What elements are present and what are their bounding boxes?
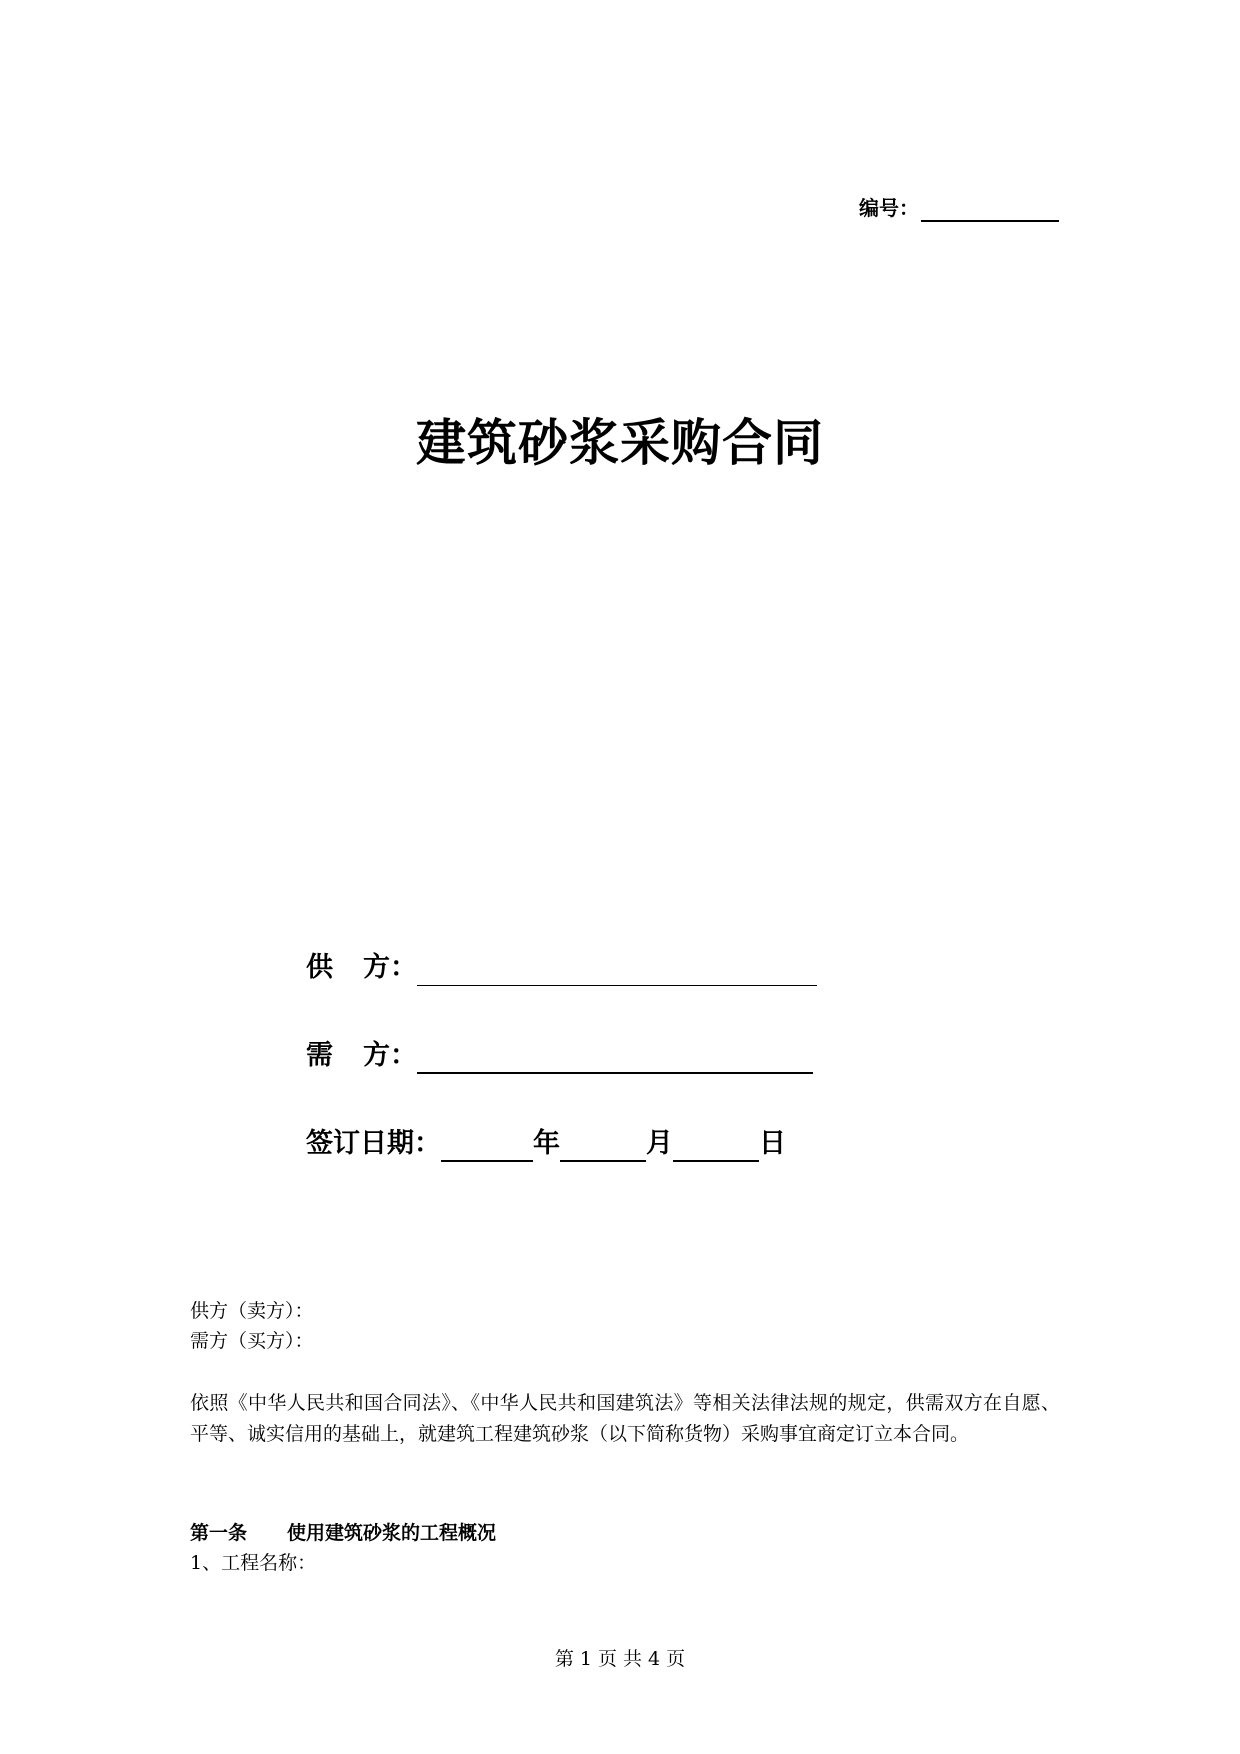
cover-year-label: 年 — [533, 1128, 560, 1159]
cover-date-row — [306, 1126, 786, 1162]
article-1-number: 第一条 — [190, 1522, 248, 1544]
contract-number-blank — [921, 198, 1059, 222]
cover-day-blank — [673, 1134, 759, 1162]
cover-buyer-blank — [417, 1046, 813, 1074]
intro-paragraph: 依照《中华人民共和国合同法》、《中华人民共和国建筑法》等相关法律法规的规定，供需双方在自愿、平等、诚实信用的基础上，就建筑工程建筑砂浆（以下简称货物）采购事宜商定订立本合同。 — [190, 1392, 1060, 1445]
cover-month-label: 月 — [646, 1128, 673, 1159]
cover-supplier-label-2: 方： — [363, 952, 417, 983]
cover-buyer-label-1: 需 — [306, 1040, 333, 1071]
item-1-project-name: 1、工程名称： — [190, 1552, 317, 1574]
cover-date-label: 签订日期： — [306, 1128, 441, 1159]
article-1-title: 使用建筑砂浆的工程概况 — [287, 1522, 497, 1544]
page-footer: 第 1 页 共 4 页 — [554, 1648, 686, 1670]
cover-buyer-row — [306, 1038, 813, 1074]
buyer-line: 需方（买方）： — [190, 1330, 314, 1352]
contract-number-field — [859, 194, 1059, 222]
cover-supplier-label-1: 供 — [306, 952, 333, 983]
cover-month-blank — [560, 1134, 646, 1162]
supplier-line: 供方（卖方）： — [190, 1300, 314, 1322]
article-1-heading — [190, 1518, 496, 1548]
cover-supplier-row — [306, 950, 817, 986]
contract-number-label: 编号： — [859, 196, 919, 220]
cover-day-label: 日 — [759, 1128, 786, 1159]
document-title: 建筑砂浆采购合同 — [416, 414, 824, 472]
cover-buyer-label-2: 方： — [363, 1040, 417, 1071]
cover-supplier-blank — [417, 959, 817, 986]
cover-year-blank — [441, 1134, 533, 1162]
